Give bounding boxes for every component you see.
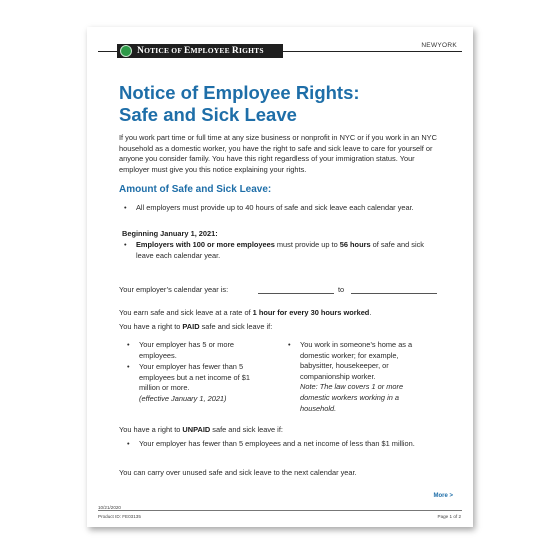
bullet-icon: •: [127, 362, 130, 371]
more-link[interactable]: More >: [433, 493, 453, 499]
notice-badge: [117, 44, 283, 58]
footer-rule: [98, 510, 462, 511]
title-line-1: Notice of Employee Rights:: [119, 82, 360, 103]
calendar-to-label: to: [338, 285, 345, 294]
paid-intro: You have a right to PAID safe and sick leave if:: [119, 322, 273, 331]
intro-paragraph: If you work part time or full time at any size business or nonprofit in NYC or if you work in an NYC household as a domestic worker, you have the right to safe and sick leave to care for yourself or anyone you consider family. You have this right regardless of your immigration status. Your employer must give you this notice explaining your rights.: [119, 133, 437, 174]
paid-bullet-5-employees: • Your employer has 5 or more employees.: [127, 340, 235, 360]
paid-bullet-net-income: • Your employer has fewer than 5 employees but a net income of $1 million or more. (effective January 1, 2021): [127, 362, 250, 403]
revision-date: 10/21/2020: [98, 505, 121, 510]
page-title: [119, 82, 449, 126]
unpaid-bullet: • Your employer has fewer than 5 employees and a net income of less than $1 million.: [127, 439, 415, 448]
notice-page: [87, 27, 473, 527]
green-circle-icon: [120, 45, 132, 57]
paid-bullet-domestic-worker: • You work in someone’s home as a domestic worker; for example, babysitter, housekeeper, or companionship worker. Note: The law covers 1 or more domestic workers working in a household.: [288, 340, 413, 413]
bullet-100-employees: • Employers with 100 or more employees must provide up to 56 hours of safe and sick leave each calendar year.: [124, 240, 424, 260]
product-id: Product ID: FE03135: [98, 514, 141, 519]
unpaid-intro: You have a right to UNPAID safe and sick leave if:: [119, 425, 283, 434]
bullet-icon: •: [127, 439, 130, 448]
notice-badge-label: NOTICE OF EMPLOYEE RIGHTS: [137, 46, 264, 56]
amount-heading: Amount of Safe and Sick Leave:: [119, 184, 272, 195]
bullet-icon: •: [127, 340, 130, 349]
amount-bullet: • All employers must provide up to 40 hours of safe and sick leave each calendar year.: [124, 203, 414, 212]
page-number: Page 1 of 2: [437, 514, 461, 519]
calendar-start-field[interactable]: [258, 293, 334, 294]
title-line-2: Safe and Sick Leave: [119, 104, 297, 125]
state-label: NEWYORK: [421, 42, 457, 49]
bullet-icon: •: [124, 203, 127, 212]
calendar-end-field[interactable]: [351, 293, 437, 294]
calendar-year-label: Your employer’s calendar year is:: [119, 285, 229, 294]
beginning-label: Beginning January 1, 2021:: [122, 229, 218, 238]
bullet-icon: •: [124, 240, 127, 249]
carry-over-text: You can carry over unused safe and sick leave to the next calendar year.: [119, 468, 357, 477]
earn-rate: You earn safe and sick leave at a rate of 1 hour for every 30 hours worked.: [119, 308, 372, 317]
bullet-icon: •: [288, 340, 291, 349]
